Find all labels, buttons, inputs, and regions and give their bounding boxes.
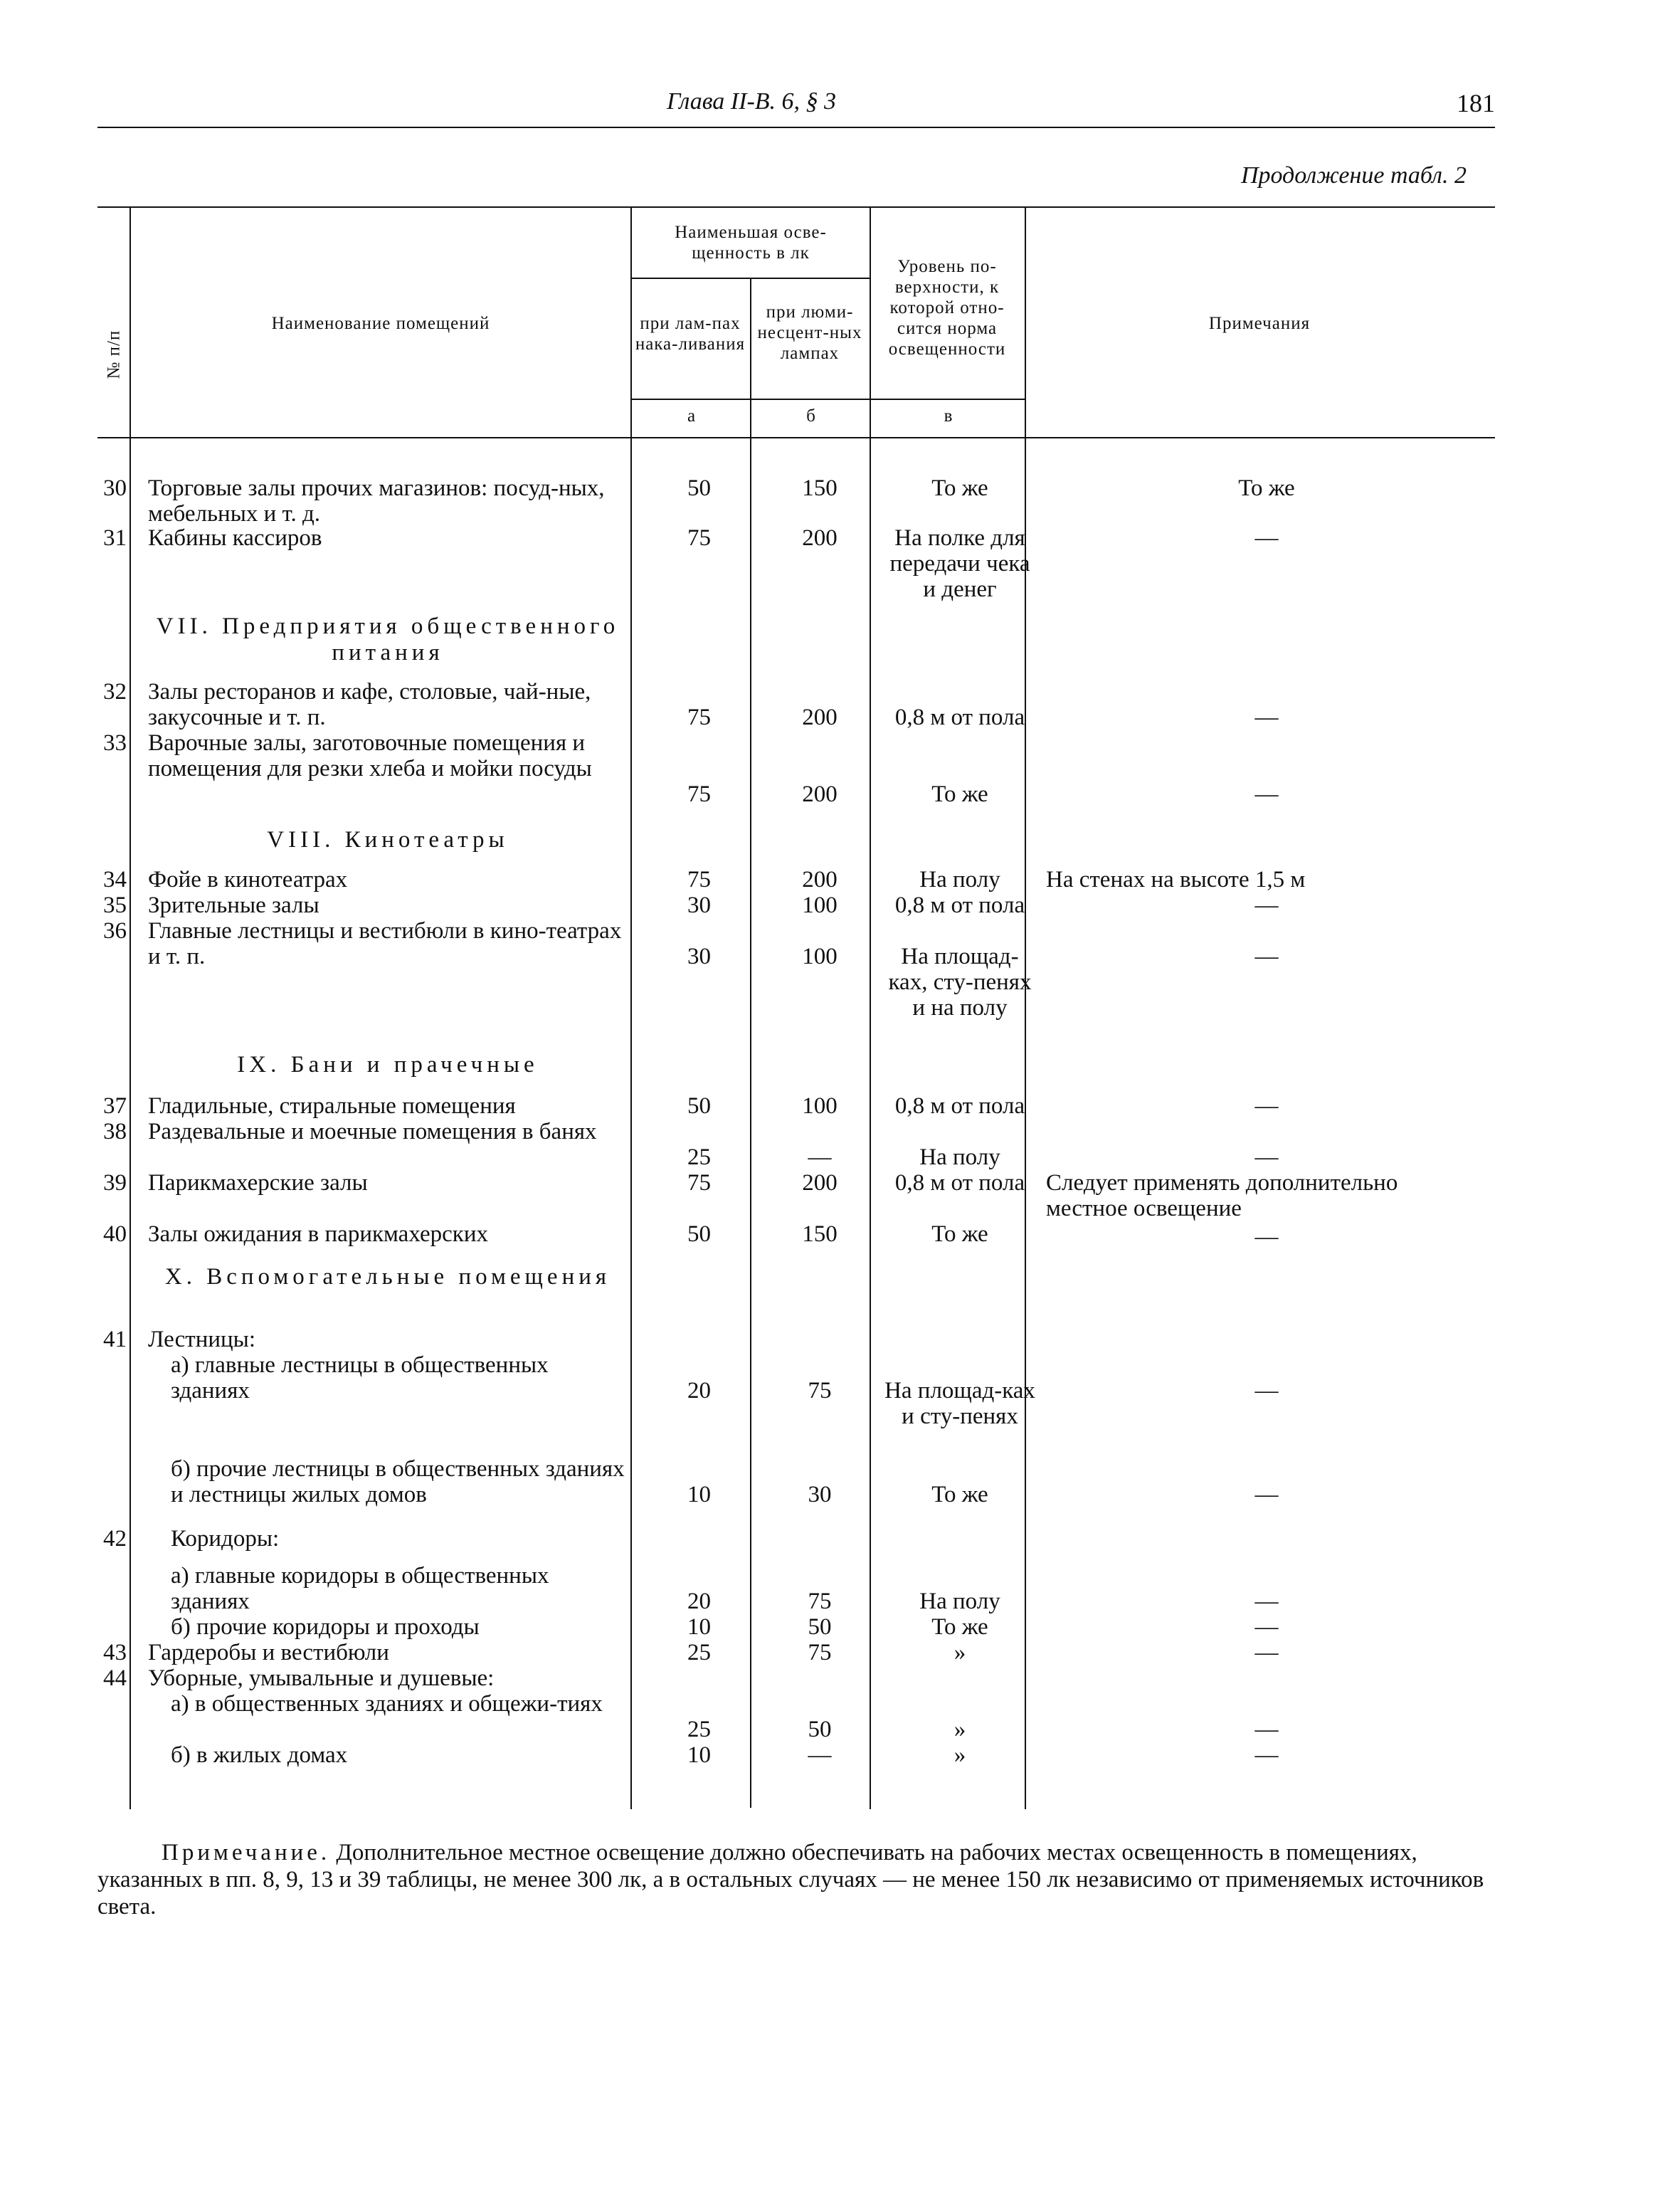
cell-d: — — [1254, 1144, 1279, 1170]
letters-rule — [630, 399, 1025, 400]
cell-name: Кабины кассиров — [148, 525, 322, 551]
cell-b: 150 — [802, 475, 838, 501]
cell-name: Коридоры: — [171, 1526, 280, 1552]
cell-c: 0,8 м от пола — [894, 705, 1025, 730]
cell-b: 30 — [808, 1482, 832, 1507]
footnote-text: Дополнительное местное освещение должно обеспечивать на рабочих местах освещенность в помещениях, указанных в пп. 8, 9, 13 и 39 таблицы, не менее 300 лк, а в остальных случаях — не менее 150 лк независимо от применяемых источников света. — [97, 1840, 1484, 1920]
cell-a: 10 — [687, 1742, 711, 1768]
table-continuation-label: Продолжение табл. 2 — [1240, 162, 1467, 189]
cell-d: Следует применять дополнительно местное освещение — [1046, 1170, 1398, 1221]
cell-num: 36 — [103, 918, 127, 944]
cell-a: 75 — [687, 781, 711, 807]
cell-name: Гладильные, стиральные помещения — [148, 1093, 516, 1119]
cell-a: 20 — [687, 1378, 711, 1404]
cell-name: Гардеробы и вестибюли — [148, 1640, 389, 1665]
cell-num: 35 — [103, 893, 127, 918]
cell-b: 200 — [802, 1170, 838, 1196]
cell-num: 39 — [103, 1170, 127, 1196]
cell-c: То же — [931, 475, 988, 501]
cell-d: На стенах на высоте 1,5 м — [1046, 867, 1306, 893]
cell-num: 31 — [103, 525, 127, 551]
col-divider-a — [750, 278, 751, 1808]
header-sub-a: а — [687, 406, 697, 426]
cell-a: 10 — [687, 1482, 711, 1507]
header-d: Примечания — [1208, 314, 1311, 333]
cell-d: — — [1254, 1589, 1279, 1614]
cell-b: 100 — [802, 1093, 838, 1119]
cell-c: » — [953, 1742, 966, 1768]
col-divider-no — [130, 208, 131, 1809]
cell-c: На площад-ках, сту-пенях и на полу — [888, 944, 1032, 1021]
table-header-bottom-rule — [97, 437, 1495, 438]
footnote-title: Примечание. — [162, 1840, 331, 1865]
cell-a: 50 — [687, 1093, 711, 1119]
cell-d: То же — [1238, 475, 1295, 501]
cell-a: 30 — [687, 944, 711, 969]
cell-b: — — [808, 1742, 832, 1768]
cell-a: 25 — [687, 1144, 711, 1170]
cell-num: 34 — [103, 867, 127, 893]
table-top-rule — [97, 206, 1495, 208]
cell-b: 75 — [808, 1640, 832, 1665]
header-a: при лам-пах нака-ливания — [635, 314, 746, 354]
cell-d: — — [1254, 1742, 1279, 1768]
cell-a: 25 — [687, 1717, 711, 1742]
cell-b: 75 — [808, 1378, 832, 1404]
section-heading-auxiliary: X. Вспомогательные помещения — [164, 1264, 611, 1290]
col-divider-name — [630, 208, 632, 1809]
header-b: при люми-несцент-ных лампах — [757, 302, 862, 363]
cell-c: На полу — [919, 1589, 1000, 1614]
cell-d: — — [1254, 1640, 1279, 1665]
cell-c: На площад-ках и сту-пенях — [884, 1378, 1035, 1429]
cell-name: Зрительные залы — [148, 893, 319, 918]
cell-a: 50 — [687, 1221, 711, 1247]
cell-name: Главные лестницы и вестибюли в кино-театрах и т. п. — [148, 918, 622, 969]
cell-num: 41 — [103, 1327, 127, 1352]
cell-a: 75 — [687, 1170, 711, 1196]
cell-b: 75 — [808, 1589, 832, 1614]
cell-c: На полке для передачи чека и денег — [889, 525, 1030, 602]
cell-b: 50 — [808, 1717, 832, 1742]
cell-num: 40 — [103, 1221, 127, 1247]
cell-a: 25 — [687, 1640, 711, 1665]
cell-name: Лестницы: — [148, 1327, 256, 1352]
cell-name: Залы ресторанов и кафе, столовые, чай-ные, закусочные и т. п. — [148, 679, 591, 730]
cell-num: 30 — [103, 475, 127, 501]
header-no: № п/п — [104, 330, 124, 379]
cell-c: 0,8 м от пола — [894, 1170, 1025, 1196]
cell-d: — — [1254, 893, 1279, 918]
section-heading-cinemas: VIII. Кинотеатры — [267, 827, 509, 853]
cell-num: 44 — [103, 1665, 127, 1691]
header-sub-b: б — [806, 406, 816, 426]
cell-b: 200 — [802, 867, 838, 893]
cell-name: б) прочие коридоры и проходы — [171, 1614, 480, 1640]
cell-a: 20 — [687, 1589, 711, 1614]
cell-a: 75 — [687, 705, 711, 730]
cell-name: а) главные коридоры в общественных зданиях — [171, 1563, 549, 1614]
cell-c: 0,8 м от пола — [894, 893, 1025, 918]
cell-c: То же — [931, 1482, 988, 1507]
cell-b: 200 — [802, 781, 838, 807]
cell-num: 37 — [103, 1093, 127, 1119]
cell-d: — — [1254, 781, 1279, 807]
cell-c: То же — [931, 1614, 988, 1640]
header-illum: Наименьшая осве-щенность в лк — [675, 223, 827, 263]
cell-b: 200 — [802, 705, 838, 730]
header-c: Уровень по-верхности, к которой отно-сится норма освещенности — [888, 257, 1006, 359]
chapter-reference: Глава II-В. 6, § 3 — [667, 88, 837, 115]
cell-name: Фойе в кинотеатрах — [148, 867, 348, 893]
cell-num: 43 — [103, 1640, 127, 1665]
cell-num: 42 — [103, 1526, 127, 1552]
cell-a: 10 — [687, 1614, 711, 1640]
page-number: 181 — [1457, 89, 1495, 117]
cell-name: а) главные лестницы в общественных зданиях — [171, 1352, 549, 1404]
col-divider-b — [870, 208, 871, 1809]
cell-name: Залы ожидания в парикмахерских — [148, 1221, 488, 1247]
cell-d: — — [1254, 1224, 1279, 1250]
cell-c: То же — [931, 1221, 988, 1247]
cell-b: 200 — [802, 525, 838, 551]
cell-b: 100 — [802, 893, 838, 918]
cell-name: Торговые залы прочих магазинов: посуд-ных, мебельных и т. д. — [148, 475, 605, 527]
cell-b: 50 — [808, 1614, 832, 1640]
cell-c: » — [953, 1640, 966, 1665]
cell-d: — — [1254, 1482, 1279, 1507]
illum-sub-rule — [630, 278, 870, 279]
cell-d: — — [1254, 944, 1279, 969]
cell-num: 38 — [103, 1119, 127, 1144]
cell-c: » — [953, 1717, 966, 1742]
cell-name: а) в общественных зданиях и общежи-тиях — [171, 1691, 603, 1717]
cell-name: Варочные залы, заготовочные помещения и помещения для резки хлеба и мойки посуды — [148, 730, 592, 781]
cell-c: На полу — [919, 867, 1000, 893]
cell-a: 75 — [687, 867, 711, 893]
cell-d: — — [1254, 525, 1279, 551]
head-rule — [97, 127, 1495, 128]
cell-d: — — [1254, 705, 1279, 730]
cell-b: — — [808, 1144, 832, 1170]
cell-name: б) прочие лестницы в общественных зданиях и лестницы жилых домов — [171, 1456, 625, 1507]
cell-a: 50 — [687, 475, 711, 501]
header-name: Наименование помещений — [271, 314, 490, 333]
cell-b: 150 — [802, 1221, 838, 1247]
header-sub-c: в — [944, 406, 953, 426]
cell-name: Раздевальные и моечные помещения в банях — [148, 1119, 597, 1144]
cell-name: б) в жилых домах — [171, 1742, 348, 1768]
cell-a: 30 — [687, 893, 711, 918]
cell-d: — — [1254, 1717, 1279, 1742]
cell-a: 75 — [687, 525, 711, 551]
cell-c: 0,8 м от пола — [894, 1093, 1025, 1119]
cell-name: Уборные, умывальные и душевые: — [148, 1665, 495, 1691]
cell-d: — — [1254, 1093, 1279, 1119]
cell-num: 33 — [103, 730, 127, 756]
cell-b: 100 — [802, 944, 838, 969]
cell-num: 32 — [103, 679, 127, 705]
cell-name: Парикмахерские залы — [148, 1170, 368, 1196]
cell-c: На полу — [919, 1144, 1000, 1170]
cell-d: — — [1254, 1378, 1279, 1404]
cell-d: — — [1254, 1614, 1279, 1640]
cell-c: То же — [931, 781, 988, 807]
section-heading-catering: VII. Предприятия общественного питания — [156, 614, 620, 665]
table-footnote — [97, 1839, 1495, 1920]
section-heading-baths: IX. Бани и прачечные — [237, 1052, 539, 1078]
